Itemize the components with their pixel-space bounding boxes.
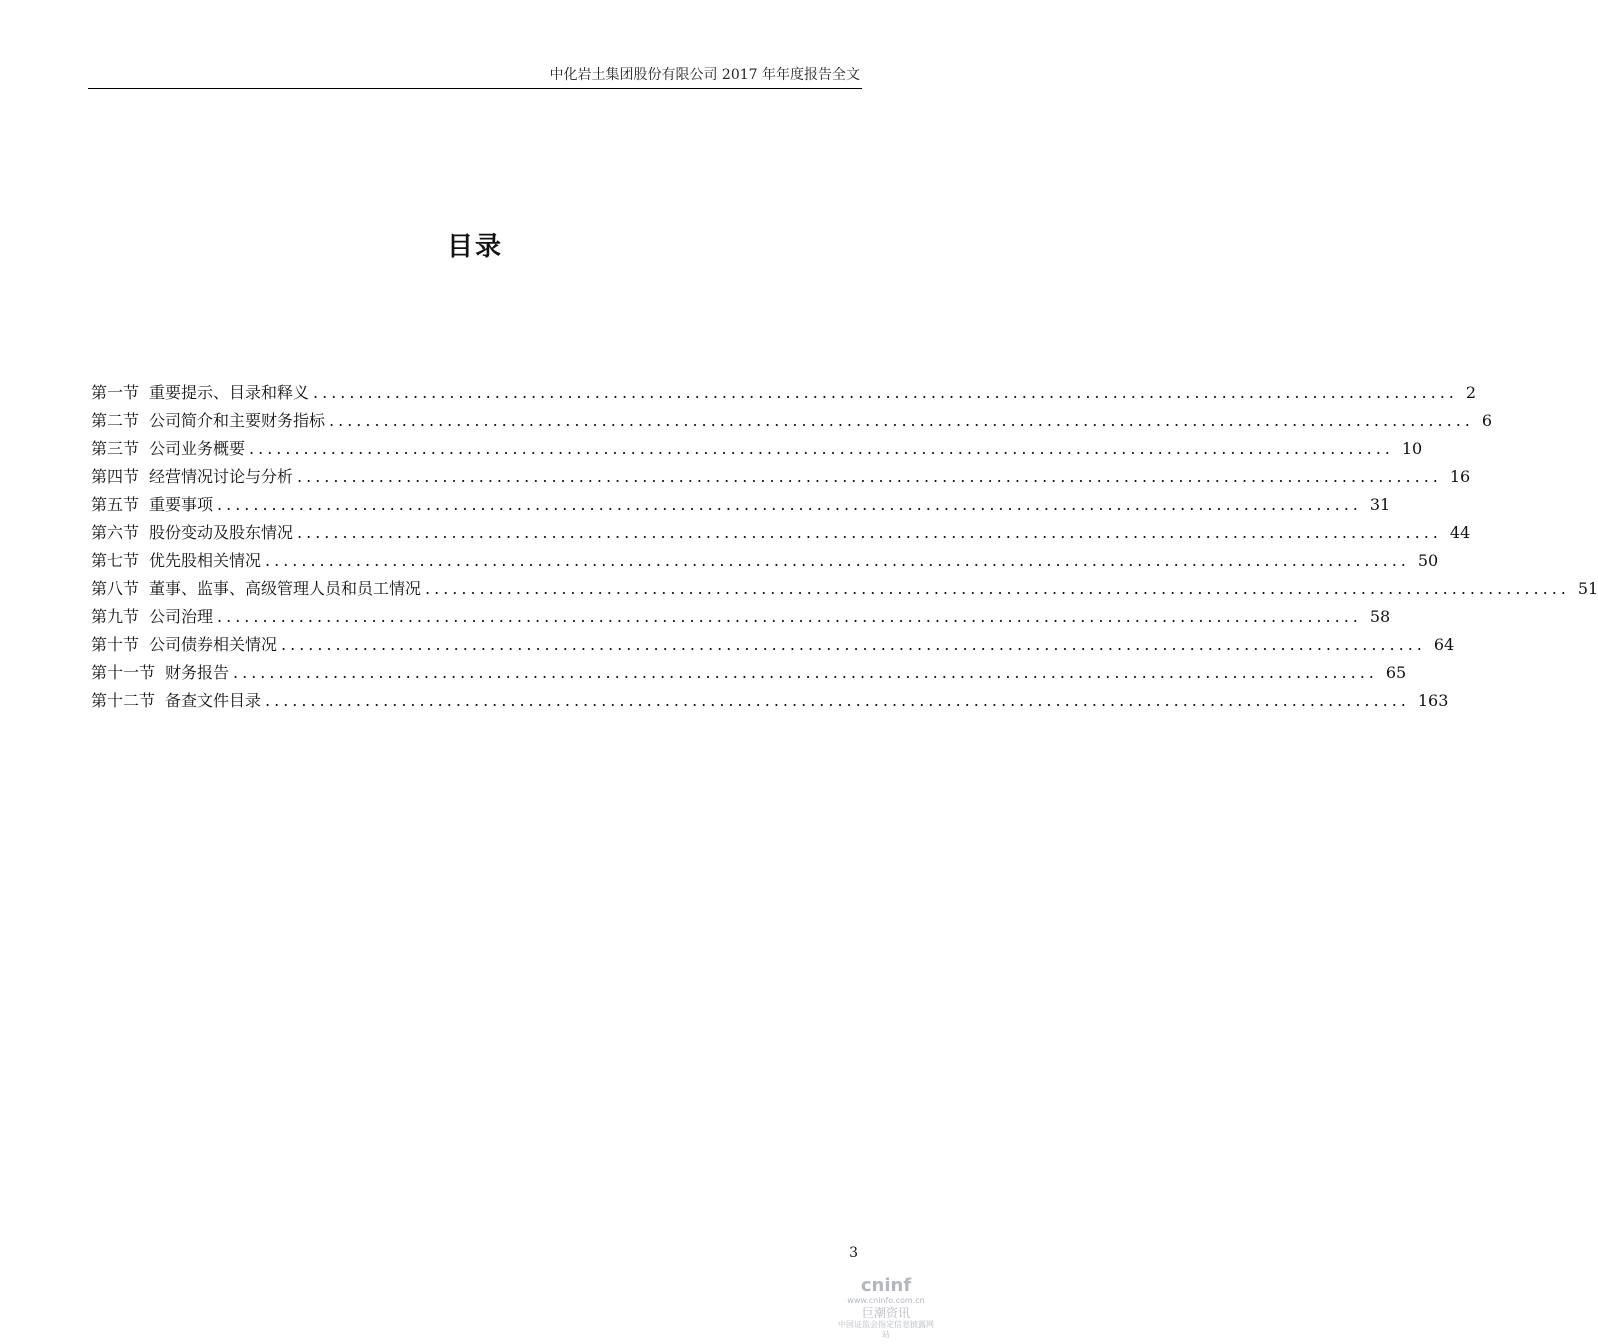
toc-entry[interactable] <box>91 435 1423 463</box>
toc-entry[interactable] <box>91 463 1471 491</box>
toc-page-number: 50 <box>1417 551 1439 570</box>
toc-leader-dots: .............................................................................................................................. <box>233 663 1378 682</box>
toc-entry[interactable] <box>91 687 1449 715</box>
toc-entry[interactable] <box>91 631 1455 659</box>
toc-section-number: 第八节 <box>91 579 140 598</box>
header-text: 中化岩土集团股份有限公司 2017 年年度报告全文 <box>549 67 860 83</box>
toc-section-title: 公司业务概要 <box>149 439 246 458</box>
toc-section-title: 优先股相关情况 <box>149 551 262 570</box>
toc-leader-dots: .............................................................................................................................. <box>217 607 1362 626</box>
toc-page-number: 16 <box>1449 467 1471 486</box>
toc-section-title: 股份变动及股东情况 <box>149 523 294 542</box>
toc-leader-dots: .............................................................................................................................. <box>297 467 1442 486</box>
toc-entry[interactable] <box>91 491 1391 519</box>
toc-section-number: 第六节 <box>91 523 140 542</box>
toc-section-title: 财务报告 <box>165 663 230 682</box>
toc-section-title: 公司治理 <box>149 607 214 626</box>
toc-leader-dots: .............................................................................................................................. <box>281 635 1426 654</box>
toc-section-title: 公司债券相关情况 <box>149 635 278 654</box>
toc-entry[interactable] <box>91 547 1439 575</box>
toc-leader-dots: .............................................................................................................................. <box>425 579 1570 598</box>
toc-page-number: 51 <box>1577 579 1598 598</box>
toc-entry[interactable] <box>91 659 1407 687</box>
toc-leader-dots: .............................................................................................................................. <box>265 691 1410 710</box>
watermark-domain: www.cninfo.com.cn <box>847 1296 925 1305</box>
toc-page-number: 2 <box>1465 383 1477 402</box>
toc-section-number: 第十节 <box>91 635 140 654</box>
watermark-subtitle: 中国证监会指定信息披露网站 <box>838 1320 934 1339</box>
toc-entry[interactable] <box>91 407 1493 435</box>
toc-section-number: 第三节 <box>91 439 140 458</box>
page-title: 目录 <box>446 232 503 262</box>
toc-page-number: 6 <box>1481 411 1493 430</box>
toc-section-title: 经营情况讨论与分析 <box>149 467 294 486</box>
toc-section-number: 第四节 <box>91 467 140 486</box>
toc-page-number: 44 <box>1449 523 1471 542</box>
toc-section-number: 第七节 <box>91 551 140 570</box>
toc-section-number: 第九节 <box>91 607 140 626</box>
page-number: 3 <box>849 1245 858 1261</box>
watermark-name: 巨潮资讯 <box>861 1306 910 1320</box>
toc-page-number: 31 <box>1369 495 1391 514</box>
cninfo-watermark <box>836 1276 936 1340</box>
toc-page-number: 58 <box>1369 607 1391 626</box>
toc-page-number: 163 <box>1417 691 1449 710</box>
toc-entry[interactable] <box>91 379 1477 407</box>
toc-section-title: 公司简介和主要财务指标 <box>149 411 326 430</box>
toc-leader-dots: .............................................................................................................................. <box>265 551 1410 570</box>
toc-section-number: 第十二节 <box>91 691 156 710</box>
toc-leader-dots: .............................................................................................................................. <box>249 439 1394 458</box>
toc-section-title: 董事、监事、高级管理人员和员工情况 <box>149 579 422 598</box>
toc-entry[interactable] <box>91 519 1471 547</box>
toc-page-number: 64 <box>1433 635 1455 654</box>
toc-section-number: 第一节 <box>91 383 140 402</box>
toc-section-title: 重要提示、目录和释义 <box>149 383 310 402</box>
toc-entry[interactable] <box>91 575 1598 603</box>
cninfo-logo: cninf <box>860 1275 912 1296</box>
toc-section-number: 第十一节 <box>91 663 156 682</box>
toc-section-number: 第五节 <box>91 495 140 514</box>
toc-page-number: 10 <box>1401 439 1423 458</box>
toc-section-title: 备查文件目录 <box>165 691 262 710</box>
toc-page-number: 65 <box>1385 663 1407 682</box>
header-divider <box>88 88 862 89</box>
toc-leader-dots: .............................................................................................................................. <box>313 383 1458 402</box>
toc-leader-dots: .............................................................................................................................. <box>297 523 1442 542</box>
toc-leader-dots: .............................................................................................................................. <box>217 495 1362 514</box>
toc-entry[interactable] <box>91 603 1391 631</box>
table-of-contents <box>91 379 1598 715</box>
toc-section-number: 第二节 <box>91 411 140 430</box>
toc-section-title: 重要事项 <box>149 495 214 514</box>
toc-leader-dots: .............................................................................................................................. <box>329 411 1474 430</box>
